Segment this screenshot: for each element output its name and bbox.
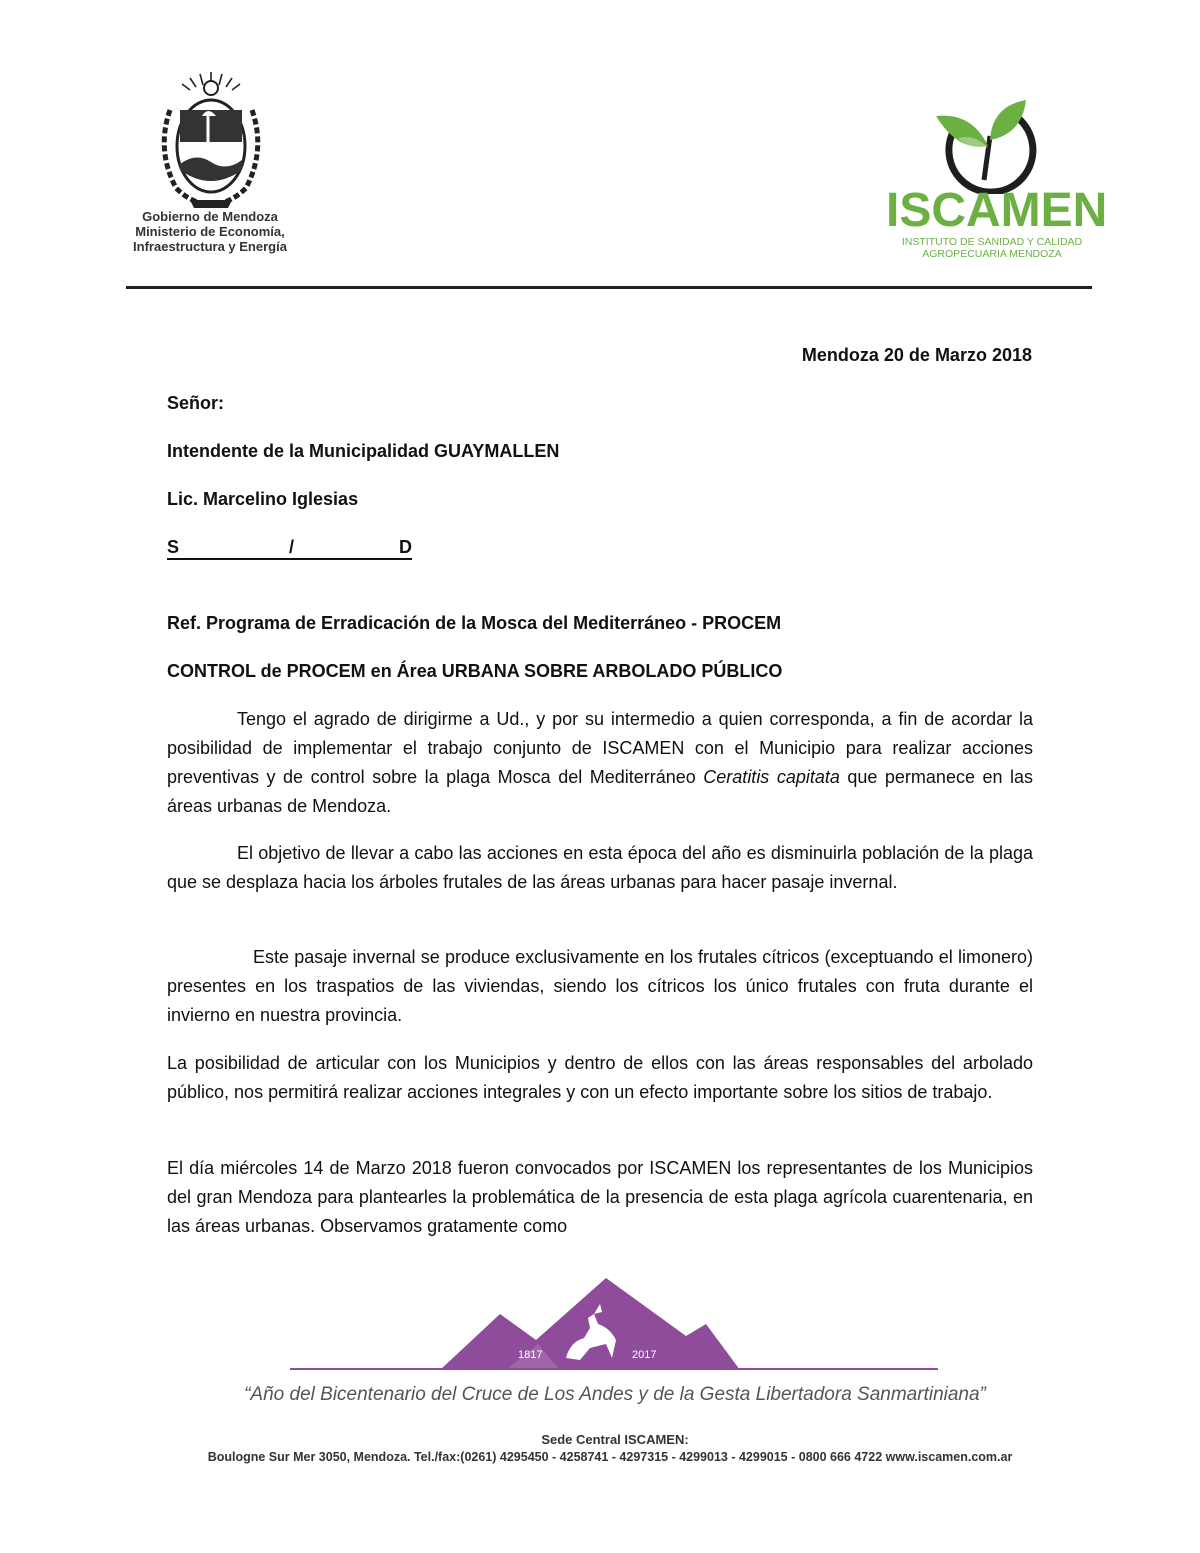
paragraph-2 xyxy=(167,839,1033,897)
paragraph-3-text: Este pasaje invernal se produce exclusivamente en los frutales cítricos (exceptuando el limonero) presentes en los traspatios de las viviendas, siendo los cítricos los único frutales con fruta durante el invierno en nuestra provincia. xyxy=(167,947,1033,1025)
paragraph-1-end: que permanece en las áreas urbanas de Mendoza. xyxy=(167,767,1033,816)
paragraph-1-species: Ceratitis capitata xyxy=(703,767,840,787)
subject-line: CONTROL de PROCEM en Área URBANA SOBRE ARBOLADO PÚBLICO xyxy=(167,661,783,681)
recipient-name: Lic. Marcelino Iglesias xyxy=(167,489,359,509)
headquarters-label: Sede Central ISCAMEN: xyxy=(541,1432,689,1447)
sd-slash: / xyxy=(289,537,295,557)
contact-address: Boulogne Sur Mer 3050, Mendoza. Tel./fax:(0261) 4295450 - 4258741 - 4297315 - 4299013 - 4299015 - 0800 666 4722 www.iscamen.com.ar xyxy=(207,1450,1013,1464)
paragraph-4: La posibilidad de articular con los Municipios y dentro de ellos con las áreas responsables del arbolado público, nos permitirá realizar acciones integrales y con un efecto importante sobre los sitios de trabajo. xyxy=(167,1053,1033,1102)
mendoza-coat-of-arms-icon xyxy=(150,70,272,210)
reference-line: Ref. Programa de Erradicación de la Mosca del Mediterráneo - PROCEM xyxy=(167,613,782,633)
iscamen-wordmark: ISCAMEN xyxy=(886,184,1108,237)
recipient-title: Intendente de la Municipalidad GUAYMALLEN xyxy=(167,441,560,461)
paragraph-1-text: Tengo el agrado de dirigirme a Ud., y por su intermedio a quien corresponda, a fin de acordar la posibilidad de implementar el trabajo conjunto de ISCAMEN con el Municipio para realizar acciones preventivas y de control sobre la plaga Mosca del Mediterráneo xyxy=(167,709,1033,787)
letter-date: Mendoza 20 de Marzo 2018 xyxy=(801,345,1032,365)
bicentennial-mountains-logo xyxy=(440,1278,740,1376)
sd-line xyxy=(167,536,412,560)
paragraph-2-text: El objetivo de llevar a cabo las acciones en esta época del año es disminuirla población de la plaga que se desplaza hacia los árboles frutales de las áreas urbanas para hacer pasaje invernal. xyxy=(167,843,1033,892)
bicentennial-motto: “Año del Bicentenario del Cruce de Los Andes y de la Gesta Libertadora Sanmartiniana” xyxy=(244,1384,986,1405)
sd-s: S xyxy=(167,537,180,557)
iscamen-subtitle-line-1: INSTITUTO DE SANIDAD Y CALIDAD xyxy=(901,236,1083,248)
paragraph-3 xyxy=(167,943,1033,1030)
header-divider xyxy=(126,286,1092,289)
iscamen-subtitle-line-2: AGROPECUARIA MENDOZA xyxy=(922,248,1062,260)
government-name: Gobierno de Mendoza xyxy=(142,209,278,224)
salutation: Señor: xyxy=(167,393,225,413)
sd-d: D xyxy=(399,537,412,557)
paragraph-1 xyxy=(167,705,1033,821)
ministry-name-line-2: Infraestructura y Energía xyxy=(133,239,287,254)
year-right: 2017 xyxy=(632,1349,657,1361)
ministry-name-line-1: Ministerio de Economía, xyxy=(135,224,285,239)
footer-divider xyxy=(290,1368,938,1370)
year-left: 1817 xyxy=(518,1349,543,1361)
paragraph-5: El día miércoles 14 de Marzo 2018 fueron convocados por ISCAMEN los representantes de los Municipios del gran Mendoza para plantearles la problemática de la presencia de esta plaga agrícola cuarentenaria, en las áreas urbanas. Observamos gratamente como xyxy=(167,1158,1033,1236)
iscamen-sprout-icon xyxy=(918,96,1043,194)
